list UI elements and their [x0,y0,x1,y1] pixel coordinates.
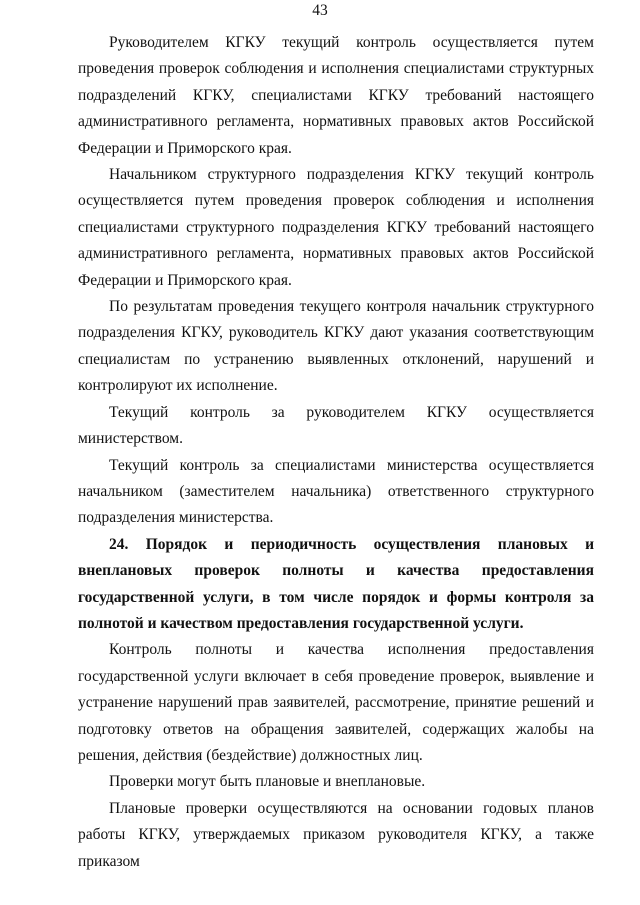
section-heading-24: 24. Порядок и периодичность осуществления плановых и внеплановых проверок полноты и качества предоставления государственной услуги, в том числе порядок и формы контроля за полнотой и качеством предоставления государственной услуги. [78,535,594,632]
paragraph-ministry-specialists-control: Текущий контроль за специалистами министерства осуществляется начальником (заместителем начальника) ответственного структурного подразделения министерства. [78,456,594,527]
paragraph-control-results: По результатам проведения текущего контроля начальник структурного подразделения КГКУ, руководитель КГКУ дают указания соответствующим специалистам по устранению выявленных отклонений, нарушений и контролируют их исполнение. [78,298,594,395]
paragraph-planned-inspections: Плановые проверки осуществляются на основании годовых планов работы КГКУ, утверждаемых приказом руководителя КГКУ, а также приказом [78,799,594,870]
paragraph-director-control: Руководителем КГКУ текущий контроль осуществляется путем проведения проверок соблюдения и исполнения специалистами структурных подразделений КГКУ, специалистами КГКУ требований настоящего административного регламента, нормативных правовых актов Российской Федерации и Приморского края. [78,34,594,157]
document-body [78,30,594,875]
paragraph-inspection-types: Проверки могут быть плановые и внеплановые. [109,773,426,791]
page-number: 43 [312,2,328,19]
paragraph-quality-control: Контроль полноты и качества исполнения предоставления государственной услуги включает в себя проведение проверок, выявление и устранение нарушений прав заявителей, рассмотрение, принятие решений и подготовку ответов на обращения заявителей, содержащих жалобы на решения, действия (бездействие) должностных лиц. [78,641,594,764]
paragraph-ministry-control-director: Текущий контроль за руководителем КГКУ осуществляется министерством. [78,403,594,448]
paragraph-division-head-control: Начальником структурного подразделения КГКУ текущий контроль осуществляется путем проведения проверок соблюдения и исполнения специалистами структурного подразделения КГКУ требований настоящего административного регламента, нормативных правовых актов Российской Федерации и Приморского края. [78,166,594,289]
